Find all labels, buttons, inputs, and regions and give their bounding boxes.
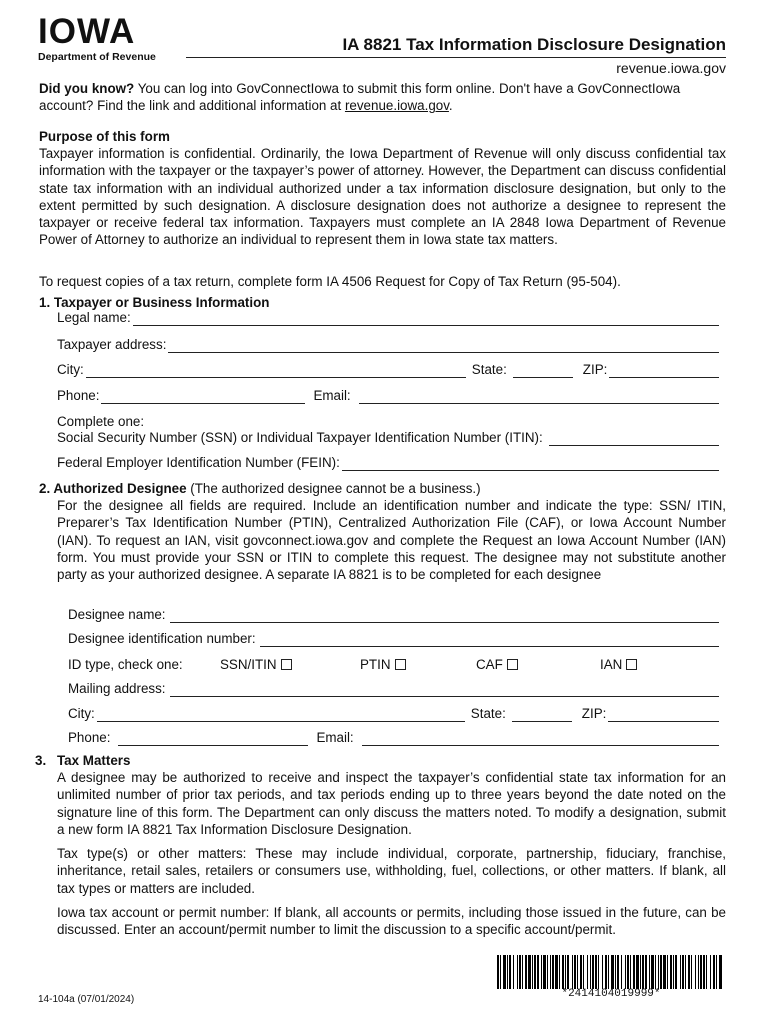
title-rule: [186, 57, 726, 58]
mailing-field[interactable]: [170, 682, 719, 697]
mailing-row: [68, 681, 719, 697]
legal-name-row: [57, 310, 719, 326]
address-label: Taxpayer address:: [57, 337, 167, 352]
section3-heading: Tax Matters: [57, 753, 131, 768]
designee-name-field[interactable]: [170, 608, 719, 623]
address-field[interactable]: [168, 338, 719, 353]
designee-phone-row: [68, 730, 719, 746]
city-label: City:: [57, 362, 84, 377]
designee-id-label: Designee identification number:: [68, 631, 256, 646]
ssn-field[interactable]: [549, 431, 719, 446]
caf-checkbox[interactable]: [507, 659, 518, 670]
designee-city-field[interactable]: [97, 707, 465, 722]
purpose-heading: Purpose of this form: [39, 129, 170, 144]
designee-zip-label: ZIP:: [581, 706, 607, 721]
phone-label: Phone:: [57, 388, 100, 403]
designee-id-row: [68, 631, 719, 647]
email-field[interactable]: [359, 389, 719, 404]
city-field[interactable]: [86, 363, 466, 378]
id-type-row: [68, 657, 719, 673]
opt-caf-label: CAF: [476, 657, 503, 672]
ssn-checkbox[interactable]: [281, 659, 292, 670]
logo-wordmark: IOWA: [38, 12, 136, 51]
did-you-know-text: You can log into GovConnectIowa to submit this form online. Don't have a GovConnectIowa account? Find the link and additional information at: [39, 81, 681, 114]
ssn-row: [57, 430, 719, 446]
designee-state-label: State:: [470, 706, 506, 721]
email-label: Email:: [313, 388, 351, 403]
page-title: IA 8821 Tax Information Disclosure Designation: [342, 35, 726, 54]
copies-text: To request copies of a tax return, complete form IA 4506 Request for Copy of Tax Return (95-504).: [39, 274, 621, 289]
mailing-label: Mailing address:: [68, 681, 166, 696]
opt-ptin[interactable]: [360, 657, 476, 673]
opt-ssn[interactable]: [220, 657, 360, 673]
legal-name-label: Legal name:: [57, 310, 131, 325]
barcode: [497, 955, 725, 989]
did-you-know: [39, 80, 726, 115]
section2-note: (The authorized designee cannot be a business.): [186, 481, 481, 496]
designee-email-field[interactable]: [362, 731, 719, 746]
iowa-logo: [38, 12, 178, 64]
opt-ptin-label: PTIN: [360, 657, 391, 672]
complete-one-label: Complete one:: [57, 414, 145, 429]
ian-checkbox[interactable]: [626, 659, 637, 670]
designee-id-field[interactable]: [260, 632, 719, 647]
zip-label: ZIP:: [582, 362, 608, 377]
account-text: Iowa tax account or permit number: If blank, all accounts or permits, including those issued in the future, can be discussed. Enter an account/permit number to limit the discussion to a specific account/permit.: [57, 905, 726, 938]
section2-heading: 2. Authorized Designee: [39, 481, 187, 496]
state-field[interactable]: [513, 363, 573, 378]
opt-ian-label: IAN: [600, 657, 623, 672]
designee-zip-field[interactable]: [608, 707, 719, 722]
did-you-know-label: Did you know?: [39, 81, 135, 96]
designee-city-row: [68, 706, 719, 722]
state-label: State:: [471, 362, 507, 377]
phone-field[interactable]: [101, 389, 305, 404]
city-row: [57, 362, 719, 378]
fein-row: [57, 455, 719, 471]
opt-ssn-label: SSN/ITIN: [220, 657, 277, 672]
designee-phone-field[interactable]: [118, 731, 308, 746]
barcode-number: *2414104019999*: [561, 988, 661, 1000]
legal-name-field[interactable]: [133, 311, 719, 326]
phone-row: [57, 388, 719, 404]
designee-city-label: City:: [68, 706, 95, 721]
fein-field[interactable]: [342, 456, 719, 471]
address-row: [57, 337, 719, 353]
section1-heading: 1. Taxpayer or Business Information: [39, 295, 270, 310]
period: .: [448, 98, 453, 114]
opt-ian[interactable]: [600, 657, 637, 673]
designee-state-field[interactable]: [512, 707, 572, 722]
designee-phone-label: Phone:: [68, 730, 111, 745]
fein-label: Federal Employer Identification Number (FEIN):: [57, 455, 340, 470]
logo-department: Department of Revenue: [38, 51, 156, 63]
designee-email-label: Email:: [316, 730, 354, 745]
section3-text: A designee may be authorized to receive and inspect the taxpayer’s confidential state tax information for an unlimited number of prior tax periods, and tax periods ending up to three years beyond the date noted on the signature line of this form. The Department can only discuss the matters noted. To modify a designation, submit a new form IA 8821 Tax Information Disclosure Designation.: [57, 770, 726, 837]
designee-name-row: [68, 607, 719, 623]
tax-types-text: Tax type(s) or other matters: These may include individual, corporate, partnership, fiduciary, franchise, inheritance, retail sales, retailers or consumers use, withholding, fuel, collections, or other matters. If blank, all tax types or matters are included.: [57, 846, 726, 896]
id-type-label: ID type, check one:: [68, 657, 183, 672]
designee-name-label: Designee name:: [68, 607, 166, 622]
barcode-bar: [722, 955, 723, 989]
zip-field[interactable]: [609, 363, 719, 378]
ssn-label: Social Security Number (SSN) or Individual Taxpayer Identification Number (ITIN):: [57, 430, 543, 445]
revenue-link[interactable]: revenue.iowa.gov: [344, 98, 449, 114]
section2-text: For the designee all fields are required. Include an identification number and indicate the type: SSN/ ITIN, Preparer’s Tax Identification Number (PTIN), Centralized Authorization File (CAF), or Iowa Account Number (IAN). To request an IAN, visit govconnect.iowa.gov and complete the Request an Iowa Account Number (IAN) form. You must provide your SSN or ITIN to complete this request. The designee may not substitute another party as your authorized designee. A separate IA 8821 is to be completed for each designee: [57, 498, 726, 583]
form-id: 14-104a (07/01/2024): [38, 994, 135, 1005]
header-url: revenue.iowa.gov: [616, 60, 726, 76]
opt-caf[interactable]: [476, 657, 600, 673]
ptin-checkbox[interactable]: [395, 659, 406, 670]
purpose-text: Taxpayer information is confidential. Ordinarily, the Iowa Department of Revenue will only discuss confidential tax information with the taxpayer or the taxpayer’s power of attorney. However, the Department can discuss confidential state tax information with an individual authorized under a tax information disclosure designation, but only to the extent permitted by such designation. A disclosure designation does not authorize a designee to represent the taxpayer or receive federal tax information. Taxpayers must complete an IA 2848 Iowa Department of Revenue Power of Attorney to authorize an individual to represent them in Iowa state tax matters.: [39, 146, 726, 248]
section2-heading-row: [39, 480, 481, 497]
section3-number: 3.: [35, 753, 47, 768]
